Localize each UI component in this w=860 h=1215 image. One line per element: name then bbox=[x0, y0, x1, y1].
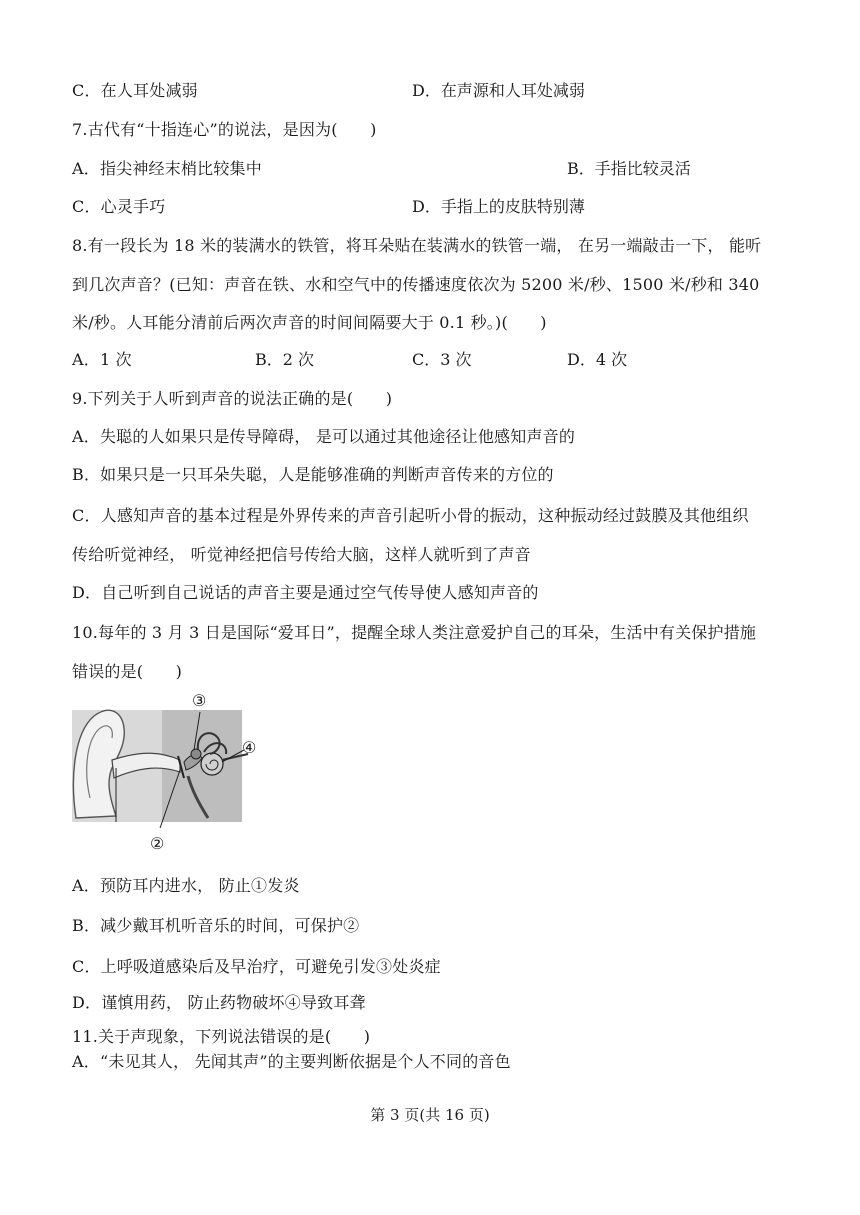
q8-stem-line1: 8.有一段长为 18 米的装满水的铁管，将耳朵贴在装满水的铁管一端， 在另一端敲击一下， 能听 bbox=[72, 236, 762, 255]
figure-label-4: ④ bbox=[242, 738, 257, 757]
q7-option-b: B．手指比较灵活 bbox=[567, 159, 691, 178]
q7-stem: 7.古代有“十指连心”的说法，是因为( ) bbox=[72, 120, 377, 139]
q10-option-b: B．减少戴耳机听音乐的时间，可保护② bbox=[72, 916, 360, 935]
q10-stem-line2: 错误的是( ) bbox=[72, 662, 183, 681]
ear-anatomy-illustration bbox=[72, 698, 268, 828]
page-number: 第 3 页(共 16 页) bbox=[370, 1106, 490, 1124]
q11-stem: 11.关于声现象，下列说法错误的是( ) bbox=[72, 1027, 371, 1046]
q7-option-c: C．心灵手巧 bbox=[72, 197, 166, 216]
q9-stem: 9.下列关于人听到声音的说法正确的是( ) bbox=[72, 389, 393, 408]
q8-stem-line2: 到几次声音？(已知：声音在铁、水和空气中的传播速度依次为 5200 米/秒、1500 米/秒和 340 bbox=[72, 275, 760, 294]
q10-option-a: A．预防耳内进水， 防止①发炎 bbox=[72, 876, 300, 895]
q9-option-a: A．失聪的人如果只是传导障碍， 是可以通过其他途径让他感知声音的 bbox=[72, 427, 576, 446]
q10-stem-line1: 10.每年的 3 月 3 日是国际“爱耳日”，提醒全球人类注意爱护自己的耳朵，生活中有关保护措施 bbox=[72, 623, 757, 642]
q8-option-a: A．1 次 bbox=[72, 350, 132, 369]
q9-option-b: B．如果只是一只耳朵失聪，人是能够准确的判断声音传来的方位的 bbox=[72, 465, 554, 484]
q8-stem-line3: 米/秒。人耳能分清前后两次声音的时间间隔要大于 0.1 秒。)( ) bbox=[72, 313, 547, 332]
figure-label-3: ③ bbox=[192, 691, 207, 710]
q9-option-c-line2: 传给听觉神经， 听觉神经把信号传给大脑，这样人就听到了声音 bbox=[72, 545, 531, 564]
q10-option-d: D．谨慎用药， 防止药物破坏④导致耳聋 bbox=[72, 993, 366, 1012]
q8-option-b: B．2 次 bbox=[255, 350, 315, 369]
q10-option-c: C．上呼吸道感染后及早治疗，可避免引发③处炎症 bbox=[72, 957, 441, 976]
q11-option-a: A．“未见其人， 先闻其声”的主要判断依据是个人不同的音色 bbox=[72, 1052, 511, 1071]
ear-anatomy-diagram bbox=[72, 698, 268, 828]
q6-option-c: C．在人耳处减弱 bbox=[72, 81, 198, 100]
q8-option-d: D．4 次 bbox=[567, 350, 628, 369]
q9-option-c-line1: C．人感知声音的基本过程是外界传来的声音引起听小骨的振动，这种振动经过鼓膜及其他组织 bbox=[72, 506, 749, 525]
q7-option-a: A．指尖神经末梢比较集中 bbox=[72, 159, 262, 178]
q7-option-d: D．手指上的皮肤特别薄 bbox=[412, 197, 585, 216]
figure-label-2: ② bbox=[150, 834, 165, 853]
q6-option-d: D．在声源和人耳处减弱 bbox=[412, 81, 585, 100]
q8-option-c: C．3 次 bbox=[412, 350, 472, 369]
q9-option-d: D．自己听到自己说话的声音主要是通过空气传导使人感知声音的 bbox=[72, 583, 539, 602]
